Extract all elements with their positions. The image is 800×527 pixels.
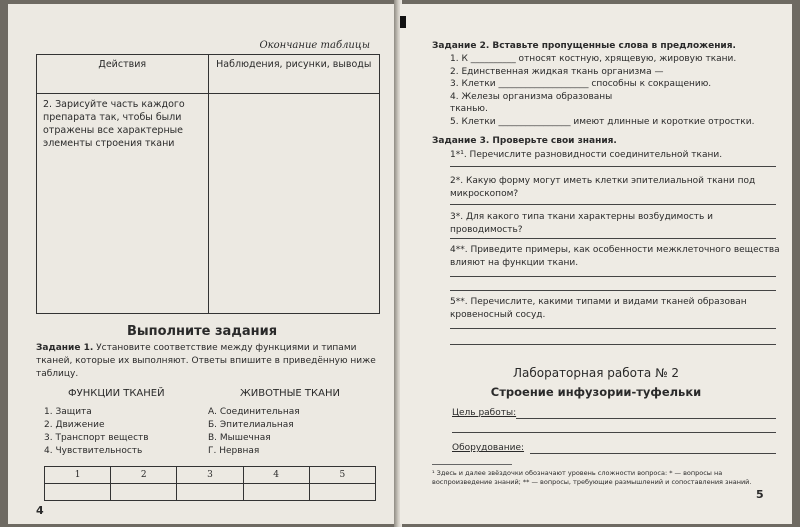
tissue-item: Б. Эпителиальная	[208, 420, 294, 430]
task2-item: 2. Единственная жидкая ткань организма —	[450, 66, 664, 77]
table-header-observations: Наблюдения, рисунки, выводы	[208, 55, 380, 94]
answer-number: 3	[177, 467, 243, 484]
task3-q4: 4**. Приведите примеры, как особенности межклеточного вещества влияют на функции ткани.	[450, 245, 780, 268]
answer-line[interactable]	[450, 290, 776, 291]
answer-line[interactable]	[450, 328, 776, 329]
task2-list	[450, 53, 780, 128]
functions-heading: ФУНКЦИИ ТКАНЕЙ	[68, 388, 165, 399]
task2-item: 4. Железы организма образованы	[450, 91, 613, 102]
task1-label: Задание 1.	[36, 343, 94, 353]
page-number-right: 5	[756, 488, 764, 501]
table-cell-empty	[208, 94, 380, 314]
task2-item: 3. Клетки ____________________ способны к сокращению.	[450, 79, 712, 89]
answer-line[interactable]	[450, 166, 776, 167]
right-page	[400, 4, 792, 524]
tissues-heading: ЖИВОТНЫЕ ТКАНИ	[240, 388, 340, 399]
task1-text: Установите соответствие между функциями и типами тканей, которые их выполняют. Ответы впишите в приведённую ниже таблицу.	[36, 343, 376, 379]
goal-label: Цель работы:	[452, 408, 517, 418]
tissue-item: В. Мышечная	[208, 433, 271, 443]
lab-title: Лабораторная работа № 2	[512, 366, 680, 380]
table-header-actions: Действия	[37, 55, 209, 94]
tissues-list	[208, 406, 300, 458]
answer-cell[interactable]	[111, 484, 177, 501]
goal-line[interactable]	[516, 418, 776, 419]
answer-cell[interactable]	[309, 484, 375, 501]
answer-line[interactable]	[450, 204, 776, 205]
task3-q1: 1*¹. Перечислите разновидности соединительной ткани.	[450, 150, 723, 160]
task1-paragraph	[36, 342, 380, 381]
answer-table	[44, 466, 376, 501]
table-continuation-note: Окончание таблицы	[259, 40, 370, 51]
equipment-line[interactable]	[530, 453, 776, 454]
observation-table	[36, 54, 380, 314]
task3-q3: 3*. Для какого типа ткани характерны возбудимость и проводимость?	[450, 212, 714, 235]
answer-number: 4	[243, 467, 309, 484]
task3-q5: 5**. Перечислите, какими типами и видами тканей образован кровеносный сосуд.	[450, 297, 747, 320]
answer-number: 5	[309, 467, 375, 484]
footnote: ¹ Здесь и далее звёздочки обозначают уровень сложности вопроса: * — вопросы на воспроизведение знаний; ** — вопросы, требующие размышлений и сопоставления знаний.	[432, 469, 752, 486]
task2-item: 1. К __________ относят костную, хрящевую, жировую ткани.	[450, 54, 737, 64]
goal-line[interactable]	[452, 432, 776, 433]
answer-number: 2	[111, 467, 177, 484]
section-title: Выполните задания	[126, 324, 278, 339]
function-item: 2. Движение	[44, 420, 105, 430]
task2-item: 5. Клетки ________________ имеют длинные и короткие отростки.	[450, 116, 755, 127]
left-page	[8, 4, 396, 524]
answer-cell[interactable]	[243, 484, 309, 501]
function-item: 4. Чувствительность	[44, 446, 143, 456]
tissue-item: А. Соединительная	[208, 407, 300, 417]
answer-cell[interactable]	[177, 484, 243, 501]
footnote-rule	[432, 464, 512, 465]
equipment-label: Оборудование:	[452, 443, 525, 453]
function-item: 3. Транспорт веществ	[44, 433, 149, 443]
function-item: 1. Защита	[44, 407, 92, 417]
answer-line[interactable]	[450, 276, 776, 277]
page-marker	[400, 16, 406, 28]
lab-subtitle: Строение инфузории-туфельки	[490, 385, 702, 399]
task3-q2: 2*. Какую форму могут иметь клетки эпителиальной ткани под микроскопом?	[450, 176, 756, 199]
answer-line[interactable]	[450, 238, 776, 239]
task2-item: тканью.	[450, 104, 488, 114]
functions-list	[44, 406, 149, 458]
answer-number: 1	[45, 467, 111, 484]
tissue-item: Г. Нервная	[208, 446, 260, 456]
answer-cell[interactable]	[45, 484, 111, 501]
table-cell-step2: 2. Зарисуйте часть каждого препарата так, чтобы были отражены все характерные элементы строения ткани	[37, 94, 209, 314]
task3-title: Задание 3. Проверьте свои знания.	[432, 136, 617, 146]
task2-title: Задание 2. Вставьте пропущенные слова в предложения.	[432, 41, 736, 51]
answer-line[interactable]	[450, 344, 776, 345]
page-number-left: 4	[36, 504, 44, 517]
